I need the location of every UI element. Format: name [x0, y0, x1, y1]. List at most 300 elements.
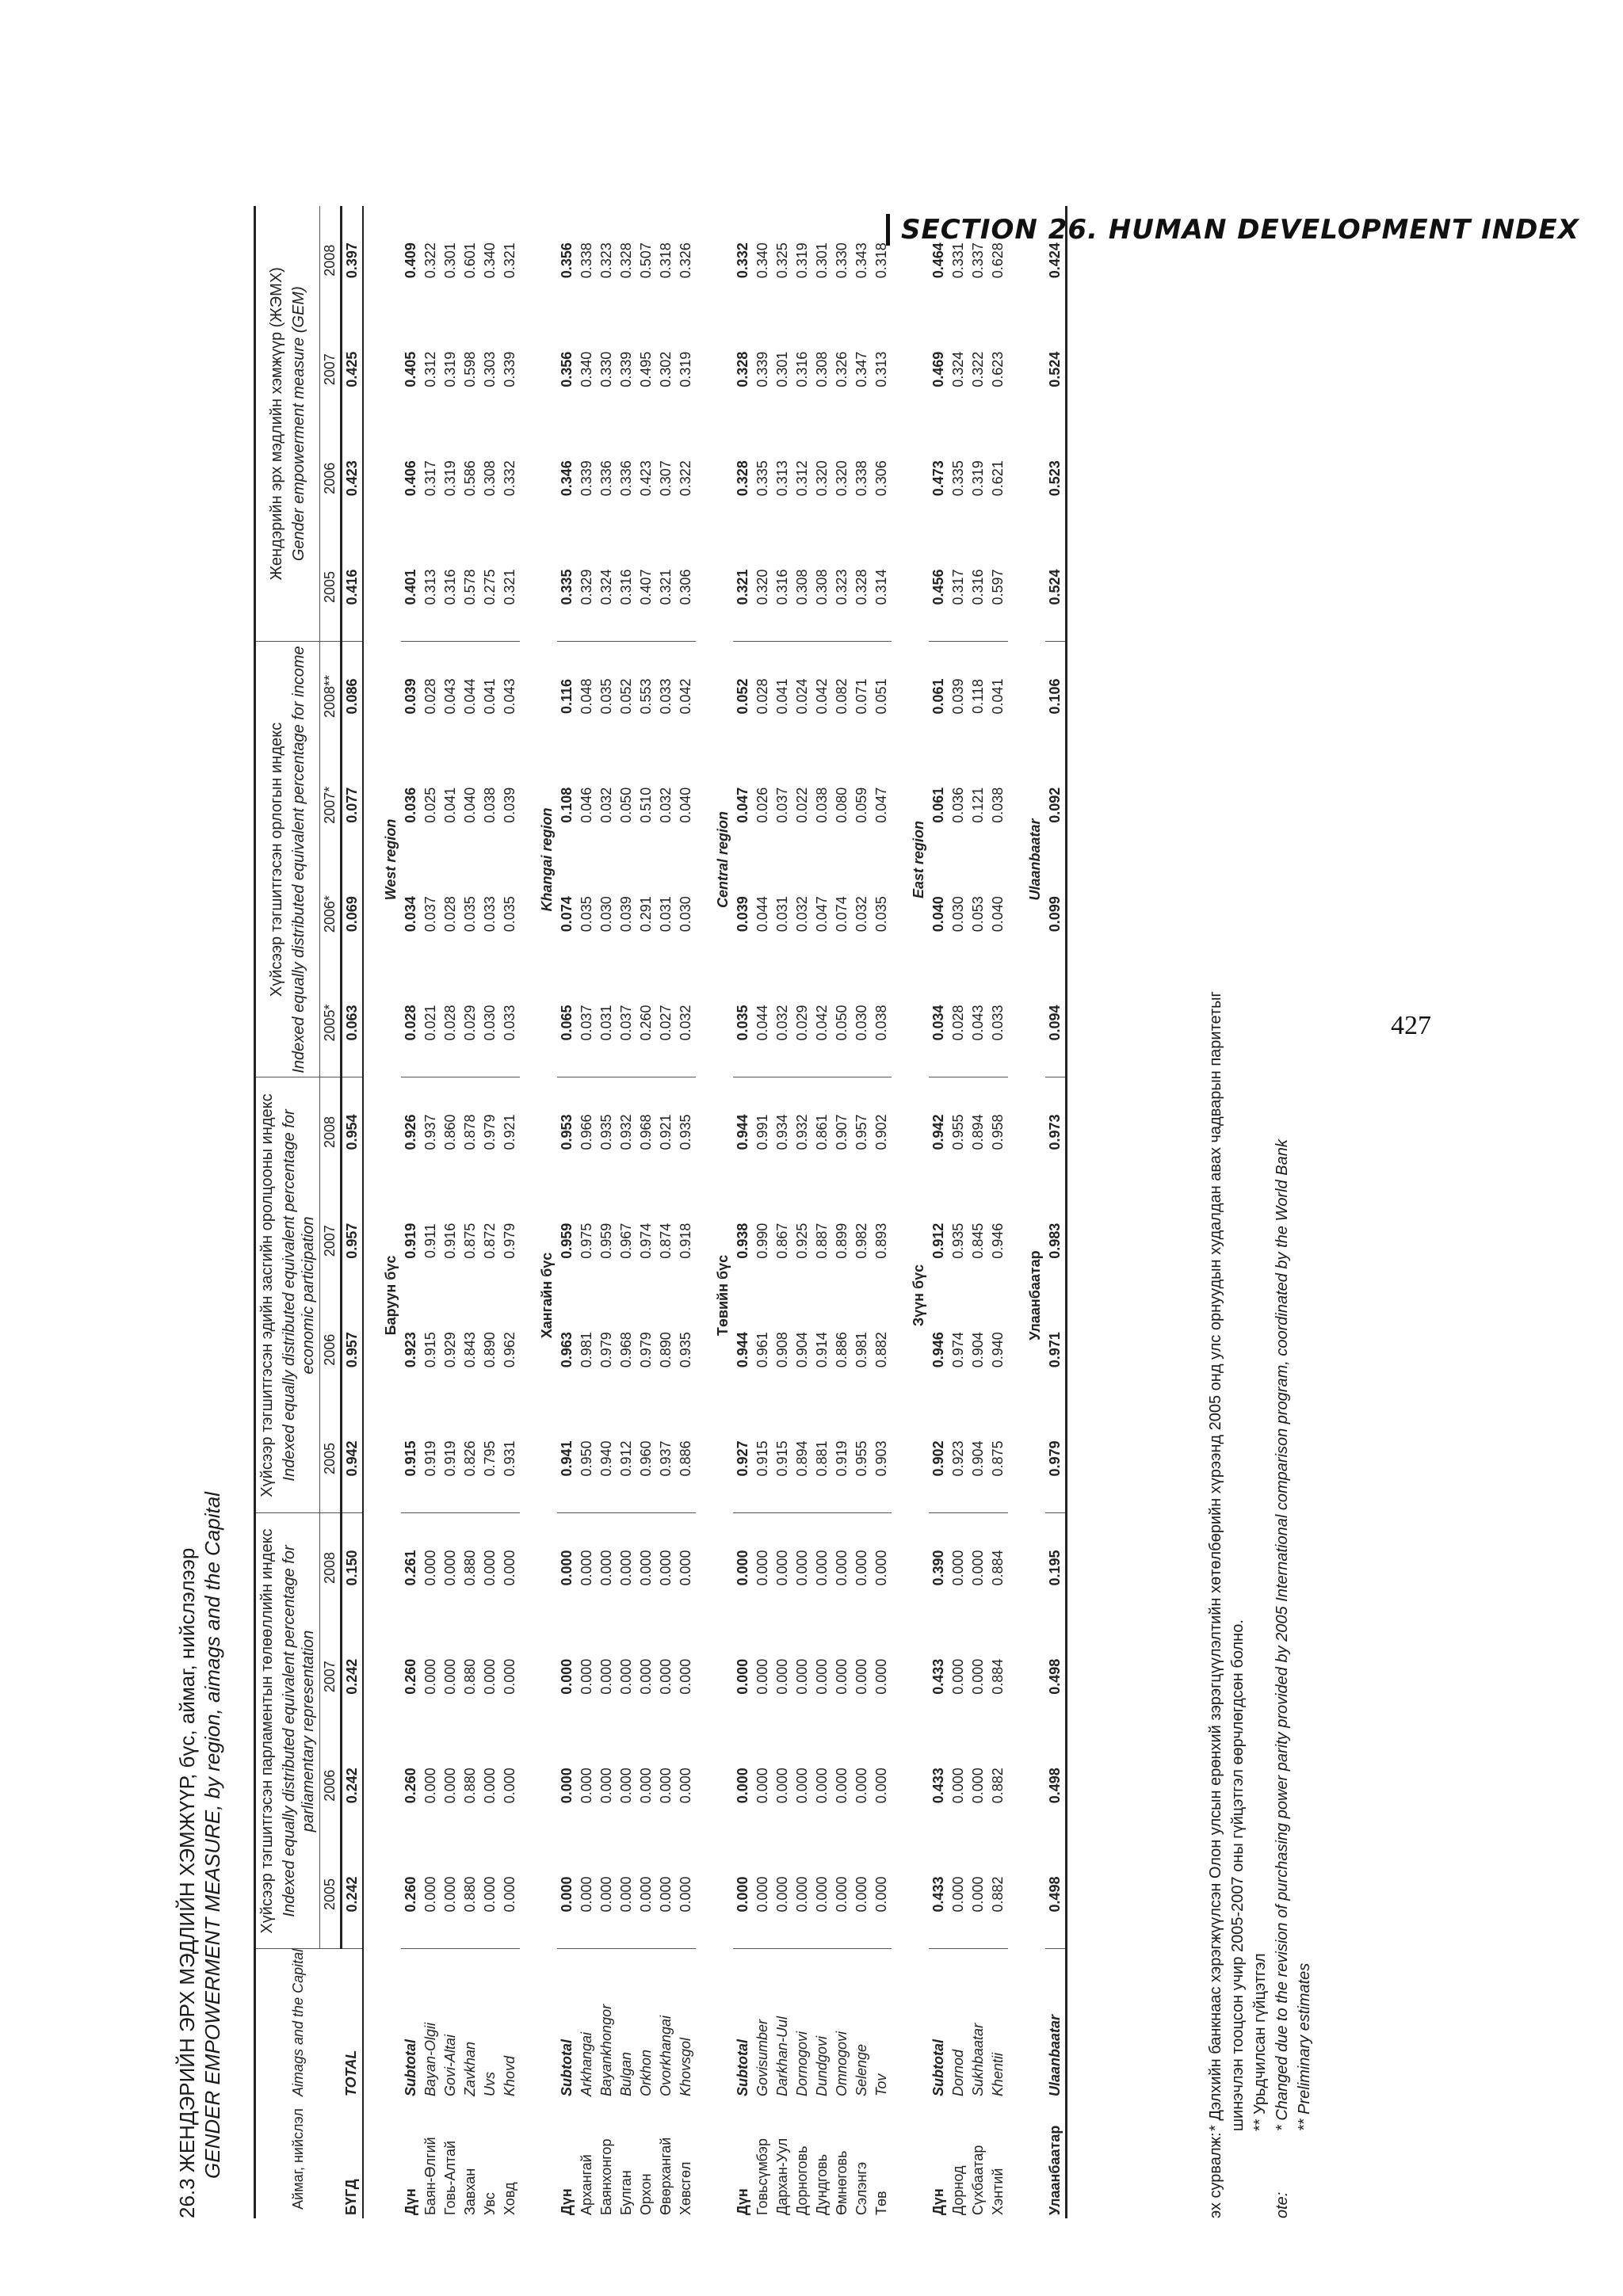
value-cell: 0.324: [597, 533, 617, 643]
table-row: [1045, 206, 1067, 2218]
value-cell: 0.523: [1045, 424, 1067, 533]
value-cell: 0.032: [794, 896, 810, 933]
value-cell: 0.423: [638, 460, 654, 497]
table-row: [832, 206, 852, 2218]
region-label-mn: Баруун бүс: [383, 1255, 399, 1336]
value-cell: 0.880: [462, 1768, 478, 1804]
table-row: [753, 206, 773, 2218]
value-cell: 0.628: [990, 242, 1006, 279]
value-cell: 0.000: [834, 1768, 850, 1804]
value-cell: 0.959: [559, 1222, 575, 1259]
row-label-mn: БҮГД: [342, 2100, 364, 2218]
value-cell: 0.319: [970, 460, 986, 497]
value-cell: 0.946: [990, 1222, 1006, 1259]
value-cell: 0.968: [638, 1114, 654, 1150]
value-cell: 0.962: [502, 1332, 517, 1368]
value-cell: 0.000: [618, 1550, 634, 1586]
value-cell: 0.000: [678, 1550, 693, 1586]
value-cell: 0.000: [658, 1658, 674, 1695]
value-cell: 0.340: [579, 351, 594, 387]
footnote-en: [1271, 206, 1293, 2218]
value-cell: 0.982: [854, 1222, 869, 1259]
footnote-mn: [1205, 206, 1227, 2218]
value-cell: 0.000: [754, 1768, 770, 1804]
value-cell: 0.979: [482, 1114, 498, 1150]
value-cell: 0.929: [442, 1332, 458, 1368]
value-cell: 0.303: [482, 351, 498, 387]
value-cell: 0.918: [678, 1222, 693, 1259]
value-cell: 0.044: [462, 678, 478, 715]
value-cell: 0.000: [638, 1658, 654, 1695]
table-row: [577, 206, 597, 2218]
row-label-en: Sukhbaatar: [970, 2023, 986, 2096]
row-label-en: Khovd: [502, 2055, 517, 2096]
value-cell: 0.433: [930, 1658, 946, 1695]
row-label-en: Tov: [873, 2073, 889, 2096]
row-label-en: Selenge: [854, 2043, 869, 2096]
region-label-en: Khangai region: [539, 807, 555, 912]
table-row: [949, 206, 968, 2218]
value-cell: 0.000: [618, 1658, 634, 1695]
value-cell: 0.935: [598, 1114, 614, 1150]
row-label-en: Subtotal: [403, 2039, 418, 2096]
value-cell: 0.335: [754, 460, 770, 497]
value-cell: 0.317: [422, 460, 438, 497]
value-cell: 0.894: [970, 1114, 986, 1150]
value-cell: 0.336: [598, 460, 614, 497]
value-cell: 0.935: [678, 1332, 693, 1368]
row-label-en: Ulaanbaatar: [1045, 1949, 1067, 2100]
value-cell: 0.319: [442, 351, 458, 387]
value-cell: 0.397: [342, 206, 364, 315]
group-title-en: Indexed equally distributed equivalent percentage for parliamentary representation: [281, 1545, 317, 1917]
row-label-mn: Баянхонгор: [598, 2138, 614, 2215]
row-label-mn: Дархан-Уул: [774, 2138, 790, 2215]
table-row: [852, 206, 872, 2218]
value-cell: 0.321: [656, 533, 676, 643]
value-cell: 0.425: [342, 315, 364, 425]
value-cell: 0.028: [422, 678, 438, 715]
value-cell: 0.000: [441, 1840, 460, 1950]
value-cell: 0.887: [814, 1222, 830, 1259]
value-cell: 0.960: [636, 1405, 656, 1514]
value-cell: 0.904: [968, 1405, 988, 1514]
row-label-en: Subtotal: [930, 2039, 946, 2096]
value-cell: 0.000: [597, 1840, 617, 1950]
value-cell: 0.356: [559, 351, 575, 387]
value-cell: 0.033: [482, 896, 498, 933]
table-row: [460, 206, 480, 2218]
value-cell: 0.000: [658, 1550, 674, 1586]
value-cell: 0.899: [834, 1222, 850, 1259]
footnote-text: * Changed due to the revision of purchasing power parity provided by 2005 International comparison program, coordinated by the World Bank: [1274, 1139, 1291, 2131]
value-cell: 0.035: [733, 969, 753, 1078]
row-label-en: Zavkhan: [462, 2041, 478, 2096]
row-label-en: Uvs: [482, 2072, 498, 2096]
value-cell: 0.108: [559, 787, 575, 823]
value-cell: 0.036: [403, 787, 418, 823]
value-cell: 0.032: [598, 787, 614, 823]
value-cell: 0.000: [598, 1768, 614, 1804]
value-cell: 0.456: [929, 533, 949, 643]
value-cell: 0.325: [774, 242, 790, 279]
value-cell: 0.094: [1045, 969, 1067, 1078]
value-cell: 0.032: [854, 896, 869, 933]
value-cell: 0.039: [502, 787, 517, 823]
table-row: [773, 206, 792, 2218]
row-label-mn: Сүхбаатар: [970, 2145, 986, 2215]
value-cell: 0.086: [342, 642, 364, 751]
value-cell: 0.000: [579, 1768, 594, 1804]
value-cell: 0.000: [873, 1768, 889, 1804]
footnote-text: ** Урьдчилсан гүйцэтгэл: [1251, 1953, 1269, 2131]
year-header: 2006: [320, 424, 342, 533]
value-cell: 0.336: [618, 460, 634, 497]
value-cell: 0.308: [792, 533, 812, 643]
value-cell: 0.971: [1045, 1295, 1067, 1405]
value-cell: 0.597: [988, 533, 1008, 643]
region-label-en: Ulaanbaatar: [1027, 818, 1043, 901]
value-cell: 0.021: [421, 969, 441, 1078]
value-cell: 0.915: [753, 1405, 773, 1514]
value-cell: 0.000: [617, 1840, 636, 1950]
value-cell: 0.861: [814, 1114, 830, 1150]
value-cell: 0.890: [482, 1332, 498, 1368]
value-cell: 0.907: [834, 1114, 850, 1150]
value-cell: 0.000: [442, 1658, 458, 1695]
value-cell: 0.000: [950, 1550, 966, 1586]
page-number: 427: [1391, 1011, 1431, 1040]
value-cell: 0.260: [403, 1768, 418, 1804]
table-row: [557, 206, 577, 2218]
region-label-mn: Зүүн бүс: [911, 1264, 926, 1327]
region-label-en: West region: [383, 818, 399, 901]
value-cell: 0.000: [658, 1768, 674, 1804]
value-cell: 0.941: [557, 1405, 577, 1514]
value-cell: 0.893: [873, 1222, 889, 1259]
table-row: [401, 206, 421, 2218]
value-cell: 0.000: [774, 1550, 790, 1586]
value-cell: 0.000: [442, 1550, 458, 1586]
value-cell: 0.000: [832, 1840, 852, 1950]
value-cell: 0.025: [422, 787, 438, 823]
value-cell: 0.919: [441, 1405, 460, 1514]
row-label-mn: Дүн: [559, 2188, 575, 2215]
row-label-en: Dornogovi: [794, 2031, 810, 2096]
value-cell: 0.308: [814, 351, 830, 387]
value-cell: 0.000: [873, 1658, 889, 1695]
value-cell: 0.967: [618, 1222, 634, 1259]
row-label-mn: Сэлэнгэ: [854, 2161, 869, 2215]
value-cell: 0.000: [678, 1658, 693, 1695]
row-label-en: Arkhangai: [579, 2031, 594, 2096]
table-caption: [174, 206, 225, 2218]
value-cell: 0.961: [754, 1332, 770, 1368]
value-cell: 0.000: [638, 1768, 654, 1804]
value-cell: 0.921: [502, 1114, 517, 1150]
value-cell: 0.000: [794, 1550, 810, 1586]
value-cell: 0.000: [812, 1840, 832, 1950]
row-label-mn: Говьсүмбэр: [754, 2138, 770, 2215]
value-cell: 0.042: [812, 969, 832, 1078]
value-cell: 0.319: [442, 460, 458, 497]
value-cell: 0.000: [422, 1658, 438, 1695]
value-cell: 0.038: [814, 787, 830, 823]
row-label-mn: Хэнтий: [990, 2168, 1006, 2215]
value-cell: 0.339: [618, 351, 634, 387]
value-cell: 0.553: [638, 678, 654, 715]
value-cell: 0.242: [342, 1731, 364, 1840]
year-header: 2006: [320, 1731, 342, 1840]
value-cell: 0.878: [462, 1114, 478, 1150]
year-header: 2006: [320, 1295, 342, 1405]
value-cell: 0.044: [754, 896, 770, 933]
value-cell: 0.000: [872, 1840, 892, 1950]
value-cell: 0.041: [990, 678, 1006, 715]
value-cell: 0.326: [834, 351, 850, 387]
value-cell: 0.260: [403, 1658, 418, 1695]
value-cell: 0.000: [949, 1840, 968, 1950]
value-cell: 0.031: [658, 896, 674, 933]
value-cell: 0.498: [1045, 1840, 1067, 1950]
value-cell: 0.337: [970, 242, 986, 279]
value-cell: 0.401: [401, 533, 421, 643]
value-cell: 0.332: [502, 460, 517, 497]
row-label-mn: Дүн: [735, 2188, 750, 2215]
year-header: 2007: [320, 1623, 342, 1732]
row-label-en: Bayan-Olgii: [422, 2022, 438, 2096]
value-cell: 0.000: [733, 1840, 753, 1950]
value-cell: 0.935: [678, 1114, 693, 1150]
value-cell: 0.902: [929, 1405, 949, 1514]
value-cell: 0.040: [990, 896, 1006, 933]
value-cell: 0.260: [636, 969, 656, 1078]
year-header: 2008**: [320, 642, 342, 751]
value-cell: 0.037: [422, 896, 438, 933]
value-cell: 0.324: [950, 351, 966, 387]
value-cell: 0.035: [502, 896, 517, 933]
value-cell: 0.291: [638, 896, 654, 933]
row-label-mn: Дорноговь: [794, 2145, 810, 2215]
value-cell: 0.041: [774, 678, 790, 715]
value-cell: 0.039: [403, 678, 418, 715]
value-cell: 0.150: [342, 1513, 364, 1623]
value-cell: 0.000: [636, 1840, 656, 1950]
value-cell: 0.000: [735, 1658, 750, 1695]
value-cell: 0.307: [658, 460, 674, 497]
value-cell: 0.317: [949, 533, 968, 643]
value-cell: 0.242: [342, 1623, 364, 1732]
value-cell: 0.034: [929, 969, 949, 1078]
value-cell: 0.080: [834, 787, 850, 823]
value-cell: 0.000: [970, 1658, 986, 1695]
value-cell: 0.000: [970, 1550, 986, 1586]
value-cell: 0.886: [676, 1405, 696, 1514]
region-row: [1022, 206, 1045, 2218]
value-cell: 0.963: [559, 1332, 575, 1368]
value-cell: 0.029: [460, 969, 480, 1078]
gem-table: [254, 206, 1067, 2218]
value-cell: 0.027: [656, 969, 676, 1078]
spacer-row: [520, 206, 534, 2218]
value-cell: 0.332: [735, 242, 750, 279]
table-row: [656, 206, 676, 2218]
value-cell: 0.032: [658, 787, 674, 823]
value-cell: 0.319: [678, 351, 693, 387]
value-cell: 0.495: [638, 351, 654, 387]
value-cell: 0.030: [950, 896, 966, 933]
spacer-row: [696, 206, 710, 2218]
table-row: [500, 206, 520, 2218]
footnote-label-en: ote:: [1274, 2191, 1291, 2218]
spacer-row: [1008, 206, 1022, 2218]
value-cell: 0.035: [462, 896, 478, 933]
row-label-mn: Хөвсгөл: [678, 2161, 693, 2215]
value-cell: 0.940: [597, 1405, 617, 1514]
value-cell: 0.957: [854, 1114, 869, 1150]
row-label-en: Khentii: [990, 2052, 1006, 2096]
group-title-mn: Хүйсээр тэгшитгэсэн парламентын төлөөллийн индекс: [258, 1528, 276, 1934]
group-title-en: Gender empowerment measure (GEM): [290, 286, 307, 562]
spacer-row: [892, 206, 906, 2218]
value-cell: 0.882: [873, 1332, 889, 1368]
value-cell: 0.033: [500, 969, 520, 1078]
value-cell: 0.981: [854, 1332, 869, 1368]
value-cell: 0.039: [618, 896, 634, 933]
value-cell: 0.092: [1045, 751, 1067, 860]
value-cell: 0.050: [618, 787, 634, 823]
value-cell: 0.880: [462, 1550, 478, 1586]
value-cell: 0.990: [754, 1222, 770, 1259]
value-cell: 0.944: [735, 1114, 750, 1150]
value-cell: 0.037: [774, 787, 790, 823]
value-cell: 0.894: [792, 1405, 812, 1514]
value-cell: 0.524: [1045, 533, 1067, 643]
value-cell: 0.000: [950, 1658, 966, 1695]
value-cell: 0.074: [834, 896, 850, 933]
value-cell: 0.313: [774, 460, 790, 497]
value-cell: 0.047: [814, 896, 830, 933]
row-label-mn: Завхан: [462, 2168, 478, 2215]
row-label-mn: Баян-Өлгий: [422, 2137, 438, 2215]
value-cell: 0.043: [442, 678, 458, 715]
value-cell: 0.031: [774, 896, 790, 933]
value-cell: 0.301: [774, 351, 790, 387]
value-cell: 0.473: [930, 460, 946, 497]
value-cell: 0.000: [579, 1658, 594, 1695]
value-cell: 0.601: [462, 242, 478, 279]
value-cell: 0.000: [814, 1768, 830, 1804]
value-cell: 0.339: [579, 460, 594, 497]
footnote-text: * Дэлхийн банкнаас хэрэгжүүлсэн Олон улсын ерөнхий зэрэгцүүлэлтийн хөтөлбөрийн хүрээнд 2005 онд улс орнуудын худалдан авах чадварын паритетыг: [1207, 991, 1224, 2131]
value-cell: 0.000: [676, 1840, 696, 1950]
value-cell: 0.038: [482, 787, 498, 823]
value-cell: 0.498: [1045, 1731, 1067, 1840]
value-cell: 0.955: [852, 1405, 872, 1514]
value-cell: 0.937: [656, 1405, 676, 1514]
value-cell: 0.955: [950, 1114, 966, 1150]
value-cell: 0.320: [753, 533, 773, 643]
group-title-mn: Хүйсээр тэгшитгэсэн эдийн засгийн оролцооны индекс: [258, 1093, 276, 1497]
row-label-en: Govisumber: [754, 2019, 770, 2096]
value-cell: 0.957: [342, 1295, 364, 1405]
value-cell: 0.000: [968, 1840, 988, 1950]
value-cell: 0.028: [442, 896, 458, 933]
value-cell: 0.340: [754, 242, 770, 279]
value-cell: 0.343: [854, 242, 869, 279]
value-cell: 0.946: [930, 1332, 946, 1368]
value-cell: 0.046: [579, 787, 594, 823]
value-cell: 0.890: [658, 1332, 674, 1368]
year-header-row: [320, 206, 342, 2218]
value-cell: 0.099: [1045, 860, 1067, 969]
value-cell: 0.880: [462, 1658, 478, 1695]
value-cell: 0.316: [968, 533, 988, 643]
row-label-mn: Дундговь: [814, 2153, 830, 2215]
group-header-economic: [255, 1077, 320, 1513]
group-header-income: [255, 642, 320, 1077]
value-cell: 0.042: [678, 678, 693, 715]
value-cell: 0.914: [814, 1332, 830, 1368]
value-cell: 0.328: [735, 460, 750, 497]
row-label-en: Bulgan: [618, 2051, 634, 2096]
value-cell: 0.409: [403, 242, 418, 279]
value-cell: 0.944: [735, 1332, 750, 1368]
row-label-en: Govi-Altai: [442, 2034, 458, 2096]
value-cell: 0.919: [421, 1405, 441, 1514]
value-cell: 0.031: [597, 969, 617, 1078]
value-cell: 0.795: [480, 1405, 500, 1514]
footnote-en-2: [1293, 206, 1316, 2218]
value-cell: 0.968: [618, 1332, 634, 1368]
value-cell: 0.028: [754, 678, 770, 715]
group-title-en: Indexed equally distributed equivalent percentage for income: [290, 646, 307, 1074]
value-cell: 0.904: [970, 1332, 986, 1368]
value-cell: 0.050: [832, 969, 852, 1078]
value-cell: 0.339: [754, 351, 770, 387]
value-cell: 0.000: [854, 1550, 869, 1586]
value-cell: 0.339: [502, 351, 517, 387]
value-cell: 0.000: [598, 1550, 614, 1586]
row-label-en: Ovorkhangai: [658, 2015, 674, 2096]
value-cell: 0.000: [754, 1550, 770, 1586]
table-body: [342, 206, 1067, 2218]
value-cell: 0.106: [1045, 642, 1067, 751]
value-cell: 0.886: [834, 1332, 850, 1368]
value-cell: 0.330: [834, 242, 850, 279]
value-cell: 0.000: [557, 1840, 577, 1950]
value-cell: 0.000: [502, 1768, 517, 1804]
value-cell: 0.033: [658, 678, 674, 715]
row-label-en: Khovsgol: [678, 2037, 693, 2096]
value-cell: 0.035: [579, 896, 594, 933]
value-cell: 0.915: [422, 1332, 438, 1368]
value-cell: 0.308: [482, 460, 498, 497]
row-label-en: Dundgovi: [814, 2035, 830, 2096]
value-cell: 0.975: [579, 1222, 594, 1259]
value-cell: 0.000: [774, 1768, 790, 1804]
value-cell: 0.340: [482, 242, 498, 279]
value-cell: 0.047: [873, 787, 889, 823]
value-cell: 0.061: [930, 678, 946, 715]
value-cell: 0.979: [1045, 1405, 1067, 1514]
spacer-row: [363, 206, 378, 2218]
value-cell: 0.935: [950, 1222, 966, 1259]
value-cell: 0.331: [950, 242, 966, 279]
value-cell: 0.028: [949, 969, 968, 1078]
value-cell: 0.000: [421, 1840, 441, 1950]
value-cell: 0.937: [422, 1114, 438, 1150]
